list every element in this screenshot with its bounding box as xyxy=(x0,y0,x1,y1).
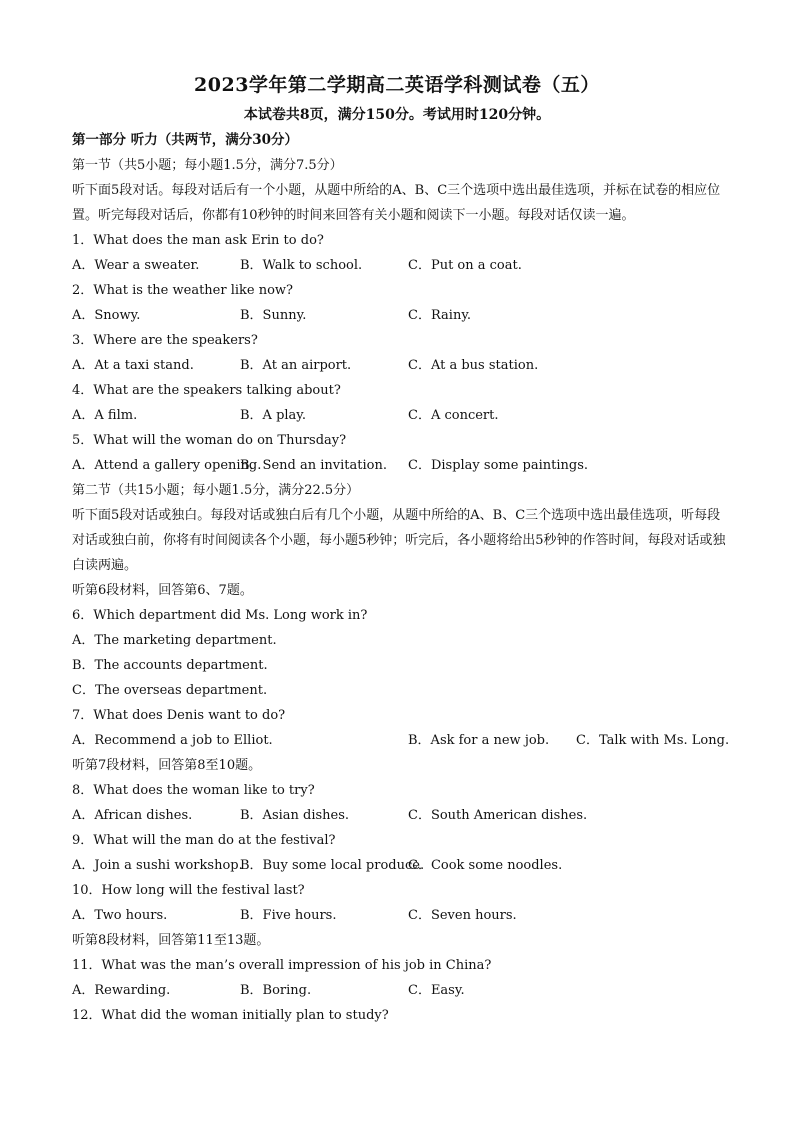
question-2: 2．What is the weather like now? xyxy=(72,283,294,298)
option-4a: A．A film. xyxy=(72,408,138,423)
option-6c: C．The overseas department. xyxy=(72,683,268,698)
option-4b: B．A play. xyxy=(240,408,307,423)
options-3 xyxy=(72,353,732,378)
option-2c: C．Rainy. xyxy=(408,308,472,323)
section2-heading: 第二节（共15小题；每小题1.5分，满分22.5分） xyxy=(72,483,360,498)
options-1 xyxy=(72,253,732,278)
option-11b: B．Boring. xyxy=(240,983,312,998)
question-11: 11．What was the man’s overall impression of his job in China? xyxy=(72,958,492,973)
option-3b: B．At an airport. xyxy=(240,358,352,373)
option-11c: C．Easy. xyxy=(408,983,465,998)
option-7c: C．Talk with Ms. Long. xyxy=(576,733,730,748)
option-2b: B．Sunny. xyxy=(240,308,307,323)
exam-body xyxy=(72,128,732,1028)
question-9: 9．What will the man do at the festival? xyxy=(72,833,336,848)
option-1a: A．Wear a sweater. xyxy=(72,258,200,273)
question-6: 6．Which department did Ms. Long work in? xyxy=(72,608,368,623)
option-11a: A．Rewarding. xyxy=(72,983,171,998)
options-7 xyxy=(72,728,732,753)
question-1: 1．What does the man ask Erin to do? xyxy=(72,233,324,248)
option-6b: B．The accounts department. xyxy=(72,658,268,673)
option-3a: A．At a taxi stand. xyxy=(72,358,194,373)
option-7b: B．Ask for a new job. xyxy=(408,733,550,748)
option-10b: B．Five hours. xyxy=(240,908,337,923)
question-8: 8．What does the woman like to try? xyxy=(72,783,315,798)
option-1b: B．Walk to school. xyxy=(240,258,363,273)
option-9a: A．Join a sushi workshop. xyxy=(72,858,243,873)
option-8c: C．South American dishes. xyxy=(408,808,588,823)
section2-instructions: 听下面5段对话或独白。每段对话或独白后有几个小题，从题中所给的A、B、C三个选项中选出最佳选项，听每段对话或独白前，你将有时间阅读各个小题，每小题5秒钟；听完后，各小题将给出5秒钟的作答时间，每段对话或独白读两遍。 xyxy=(72,508,726,573)
option-5a: A．Attend a gallery opening. xyxy=(72,458,262,473)
question-3: 3．Where are the speakers? xyxy=(72,333,258,348)
options-11 xyxy=(72,978,732,1003)
page-subtitle: 本试卷共8页，满分150分。考试用时120分钟。 xyxy=(243,107,551,123)
option-2a: A．Snowy. xyxy=(72,308,141,323)
section1-instructions: 听下面5段对话。每段对话后有一个小题，从题中所给的A、B、C三个选项中选出最佳选项，并标在试卷的相应位置。听完每段对话后，你都有10秒钟的时间来回答有关小题和阅读下一小题。每段对话仅读一遍。 xyxy=(72,183,721,223)
option-10c: C．Seven hours. xyxy=(408,908,517,923)
option-9c: C．Cook some noodles. xyxy=(408,858,563,873)
section1-heading: 第一节（共5小题；每小题1.5分，满分7.5分） xyxy=(72,158,343,173)
options-8 xyxy=(72,803,732,828)
question-12: 12．What did the woman initially plan to study? xyxy=(72,1008,389,1023)
option-4c: C．A concert. xyxy=(408,408,499,423)
question-10: 10．How long will the festival last? xyxy=(72,883,305,898)
option-6a: A．The marketing department. xyxy=(72,633,277,648)
question-7: 7．What does Denis want to do? xyxy=(72,708,286,723)
option-9b: B．Buy some local produce. xyxy=(240,858,425,873)
options-10 xyxy=(72,903,732,928)
material-6-heading: 听第6段材料，回答第6、7题。 xyxy=(72,583,253,598)
page-title: 2023学年第二学期高二英语学科测试卷（五） xyxy=(194,74,600,96)
option-1c: C．Put on a coat. xyxy=(408,258,522,273)
part1-heading: 第一部分 听力（共两节，满分30分） xyxy=(72,132,298,148)
option-5b: B．Send an invitation. xyxy=(240,458,387,473)
material-7-heading: 听第7段材料，回答第8至10题。 xyxy=(72,758,262,773)
question-5: 5．What will the woman do on Thursday? xyxy=(72,433,347,448)
option-3c: C．At a bus station. xyxy=(408,358,539,373)
question-4: 4．What are the speakers talking about? xyxy=(72,383,341,398)
option-8a: A．African dishes. xyxy=(72,808,193,823)
option-7a: A．Recommend a job to Elliot. xyxy=(72,733,273,748)
material-8-heading: 听第8段材料，回答第11至13题。 xyxy=(72,933,270,948)
options-9 xyxy=(72,853,732,878)
option-5c: C．Display some paintings. xyxy=(408,458,589,473)
options-2 xyxy=(72,303,732,328)
option-10a: A．Two hours. xyxy=(72,908,168,923)
option-8b: B．Asian dishes. xyxy=(240,808,350,823)
options-4 xyxy=(72,403,732,428)
options-5 xyxy=(72,453,732,478)
